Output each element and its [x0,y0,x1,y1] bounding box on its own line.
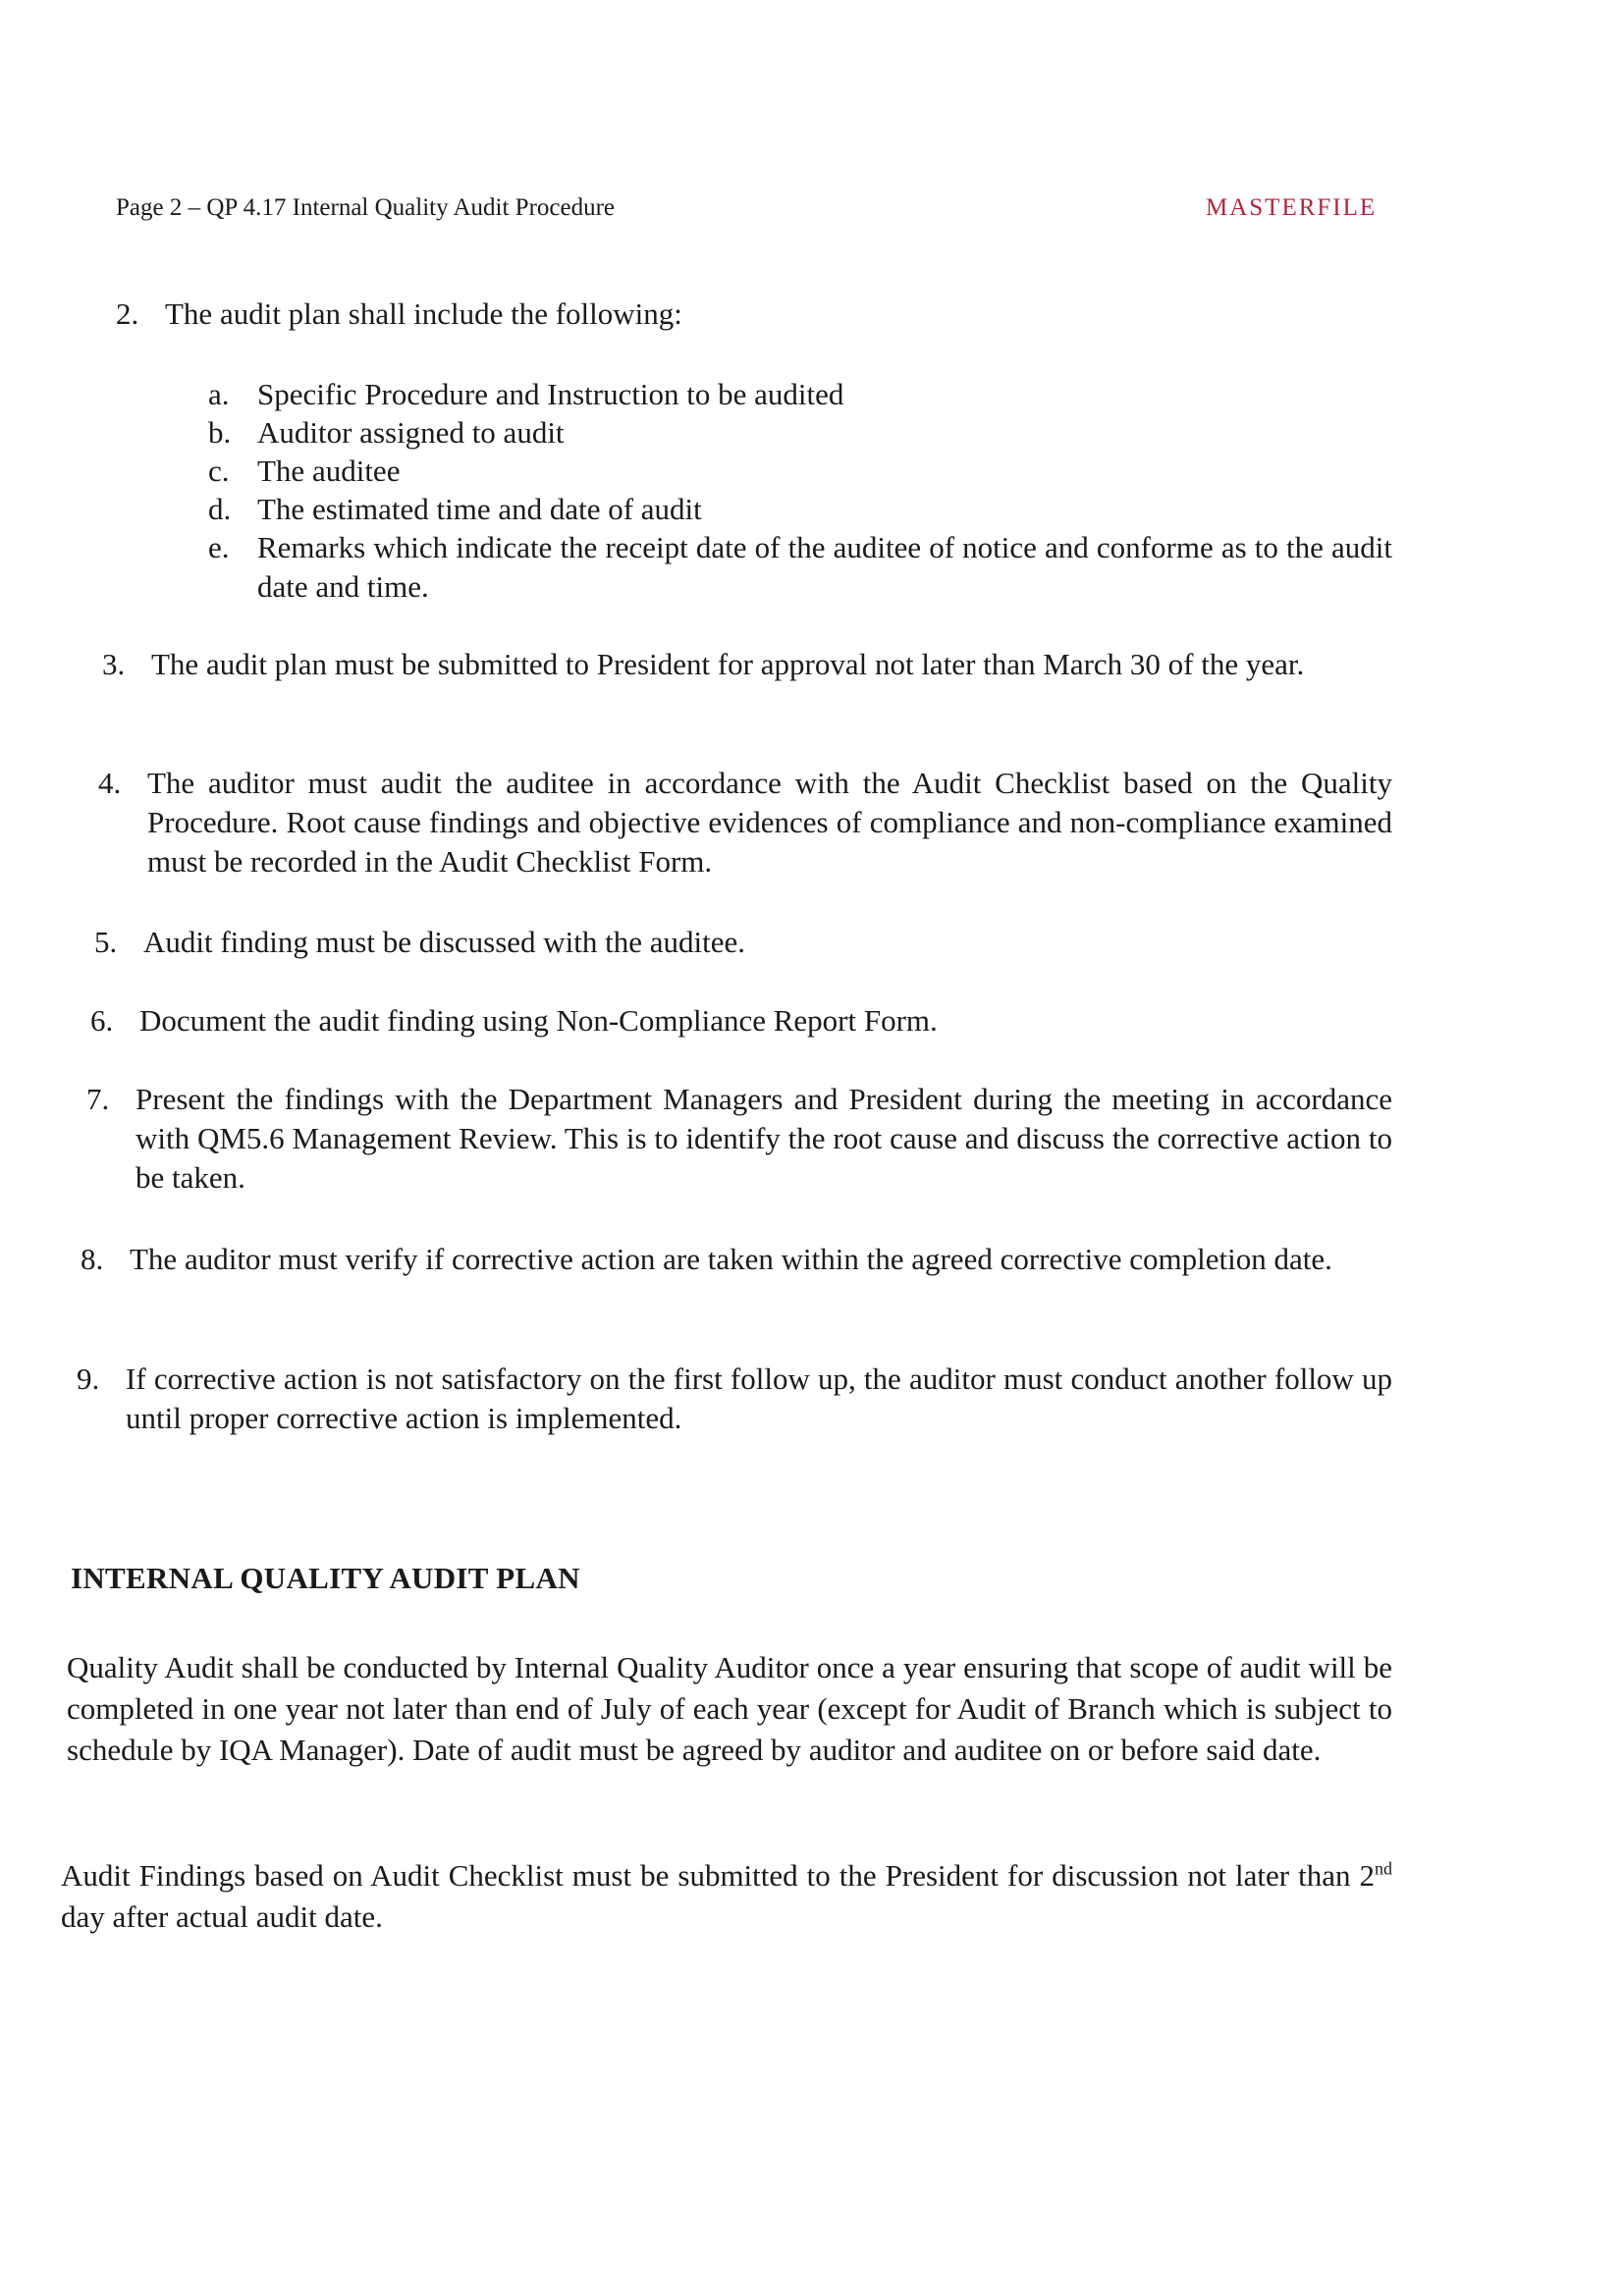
list-item-text: If corrective action is not satisfactory on the first follow up, the auditor must conduct another follow up until proper corrective action is implemented. [126,1362,1392,1435]
audit-findings-text-start: Audit Findings based on Audit Checklist must be submitted to the President for discussion not later than 2 [61,1858,1375,1893]
sub-item-b [208,413,1392,453]
list-item-9 [77,1360,1392,1438]
list-item-6 [90,1001,1392,1041]
list-item-text: The auditor must verify if corrective action are taken within the agreed corrective completion date. [130,1242,1332,1276]
sub-item-d [208,490,1392,529]
audit-plan-paragraph: Quality Audit shall be conducted by Internal Quality Auditor once a year ensuring that scope of audit will be completed in one year not later than end of July of each year (except for Audit of Branch which is subject to schedule by IQA Manager). Date of audit must be agreed by auditor and auditee on or before said date. [67,1650,1392,1767]
list-item-number: 7. [86,1082,110,1116]
masterfile-stamp: MASTERFILE [1206,194,1378,221]
page-header-title: Page 2 – QP 4.17 Internal Quality Audit Procedure [116,194,616,221]
list-item-text: Present the findings with the Department Managers and President during the meeting in accordance with QM5.6 Management Review. This is to identify the root cause and discuss the corrective action to be taken. [135,1082,1392,1195]
sub-item-text: The auditee [257,454,401,488]
sub-item-letter: e. [208,530,230,564]
ordinal-suffix: nd [1375,1858,1392,1879]
sub-item-e [208,528,1392,607]
sub-item-text: Specific Procedure and Instruction to be audited [257,377,844,411]
sub-item-a [208,375,1392,414]
list-item-4 [98,764,1392,881]
audit-findings-paragraph [61,1855,1392,1938]
list-item-text: The auditor must audit the auditee in accordance with the Audit Checklist based on the Quality Procedure. Root cause findings and objective evidences of compliance and non-compliance examined must be recorded in the Audit Checklist Form. [147,766,1392,879]
list-item-number: 5. [94,925,118,959]
list-item-number: 4. [98,766,122,800]
list-item-number: 9. [77,1362,100,1396]
list-item-number: 2. [116,296,139,331]
list-item-text: The audit plan must be submitted to President for approval not later than March 30 of the year. [151,647,1305,681]
sub-item-letter: d. [208,492,232,526]
list-item-text: The audit plan shall include the following: [165,296,682,331]
sub-item-text: The estimated time and date of audit [257,492,702,526]
list-item-2 [116,294,1392,334]
sub-item-letter: c. [208,454,230,488]
list-item-3 [102,645,1392,723]
sub-item-text: Remarks which indicate the receipt date of the auditee of notice and conforme as to the audit date and time. [257,530,1392,604]
sub-item-text: Auditor assigned to audit [257,415,565,450]
list-item-text: Audit finding must be discussed with the auditee. [143,925,746,959]
sub-item-c [208,452,1392,491]
list-item-7 [86,1080,1392,1198]
list-item-number: 8. [81,1242,104,1276]
sub-item-letter: a. [208,377,230,411]
audit-findings-text-end: day after actual audit date. [61,1899,383,1934]
list-item-number: 6. [90,1003,114,1038]
section-heading: INTERNAL QUALITY AUDIT PLAN [71,1561,580,1595]
sub-item-letter: b. [208,415,232,450]
list-item-5 [94,923,1392,962]
list-item-number: 3. [102,647,126,681]
list-item-text: Document the audit finding using Non-Compliance Report Form. [139,1003,938,1038]
list-item-8 [81,1240,1392,1318]
